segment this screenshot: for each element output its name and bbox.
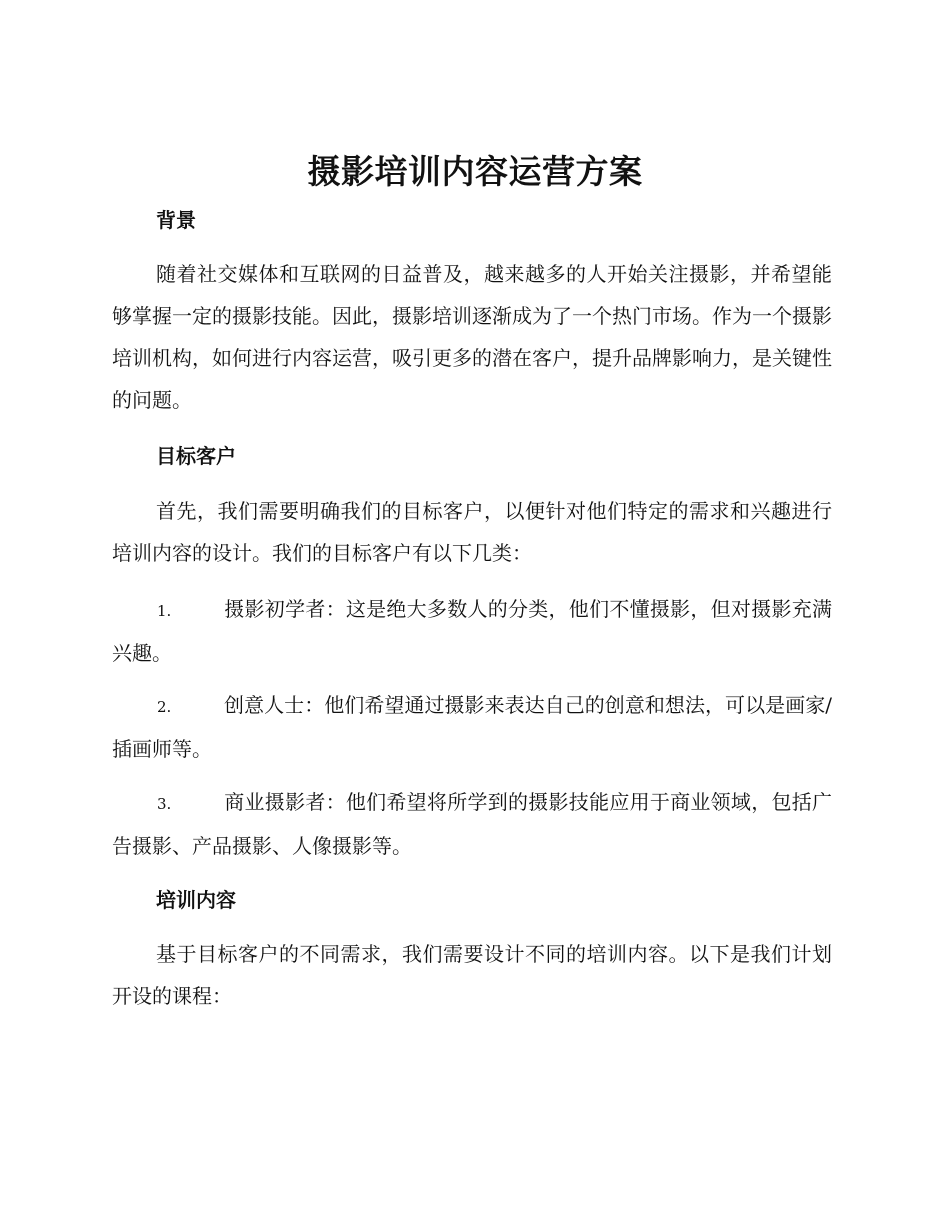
list-item-number: 2.	[157, 698, 172, 716]
background-paragraph: 随着社交媒体和互联网的日益普及，越来越多的人开始关注摄影，并希望能够掌握一定的摄影技能。因此，摄影培训逐渐成为了一个热门市场。作为一个摄影培训机构，如何进行内容运营，吸引更多的潜在客户，提升品牌影响力，是关键性的问题。	[112, 262, 832, 412]
section-heading-target-customers: 目标客户	[156, 444, 236, 468]
section-heading-background: 背景	[156, 208, 196, 232]
list-item-text: 商业摄影者：他们希望将所学到的摄影技能应用于商业领域，包括广告摄影、产品摄影、人像摄影等。	[112, 790, 832, 858]
list-item-number: 1.	[157, 602, 172, 620]
section-heading-training-content: 培训内容	[156, 888, 236, 912]
list-item	[112, 588, 832, 674]
list-item-text: 摄影初学者：这是绝大多数人的分类，他们不懂摄影，但对摄影充满兴趣。	[112, 597, 832, 665]
list-item-text: 创意人士：他们希望通过摄影来表达自己的创意和想法，可以是画家/插画师等。	[112, 693, 832, 761]
document-title: 摄影培训内容运营方案	[307, 152, 643, 191]
training-content-paragraph: 基于目标客户的不同需求，我们需要设计不同的培训内容。以下是我们计划开设的课程：	[112, 942, 832, 1008]
list-item	[112, 781, 832, 867]
list-item	[112, 684, 832, 770]
target-customers-paragraph: 首先，我们需要明确我们的目标客户，以便针对他们特定的需求和兴趣进行培训内容的设计。我们的目标客户有以下几类：	[112, 499, 832, 565]
list-item-number: 3.	[157, 795, 172, 813]
